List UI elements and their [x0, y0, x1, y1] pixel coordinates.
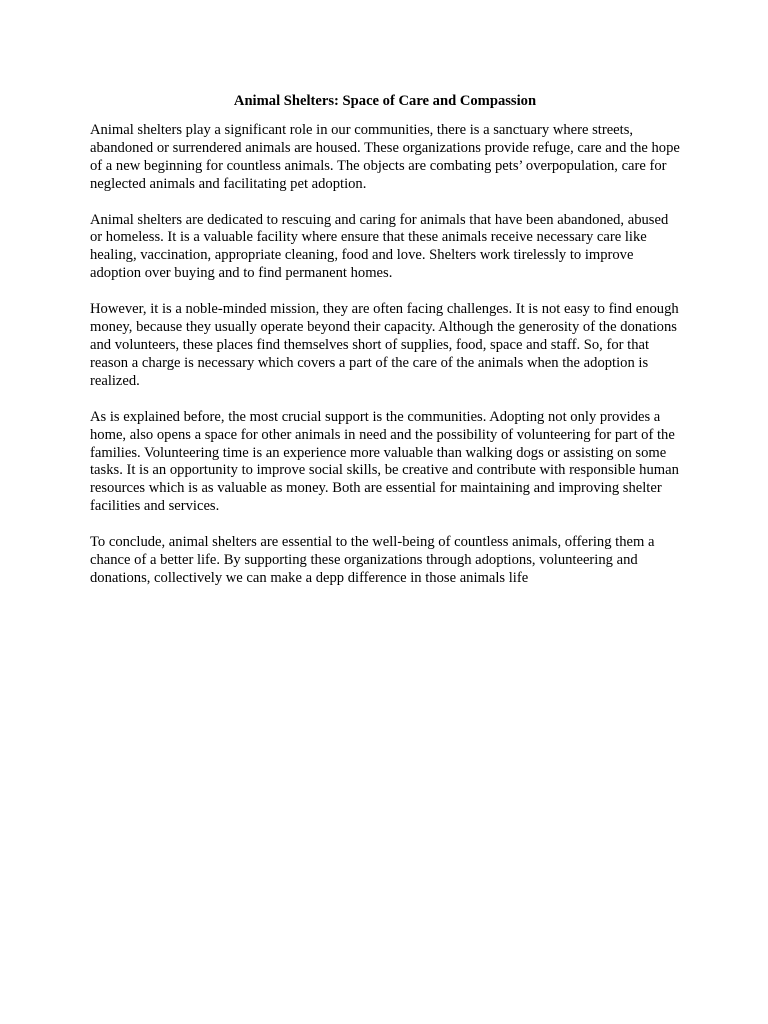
paragraph-challenges: However, it is a noble-minded mission, they are often facing challenges. It is not easy to find enough money, because they usually operate beyond their capacity. Although the generosity of the donations and volunteers, these places find themselves short of supplies, food, space and staff. So, for that reason a charge is necessary which covers a part of the care of the animals when the adoption is realized. — [90, 301, 679, 389]
paragraph-community-support: As is explained before, the most crucial support is the communities. Adopting not only provides a home, also opens a space for other animals in need and the possibility of volunteering for part of the families. Volunteering time is an experience more valuable than walking dogs or assisting on some tasks. It is an opportunity to improve social skills, be creative and contribute with responsible human resources which is as valuable as money. Both are essential for maintaining and improving shelter facilities and services. — [90, 408, 679, 515]
document-title: Animal Shelters: Space of Care and Compassion — [233, 93, 537, 109]
paragraph-mission: Animal shelters are dedicated to rescuing and caring for animals that have been abandoned, abused or homeless. It is a valuable facility where ensure that these animals receive necessary care like healing, vaccination, appropriate cleaning, food and love. Shelters work tirelessly to improve adoption over buying and to find permanent homes. — [90, 211, 669, 282]
paragraph-conclusion: To conclude, animal shelters are essential to the well-being of countless animals, offering them a chance of a better life. By supporting these organizations through adoptions, volunteering and donations, collectively we can make a depp difference in those animals life — [90, 534, 655, 586]
paragraph-intro: Animal shelters play a significant role in our communities, there is a sanctuary where streets, abandoned or surrendered animals are housed. These organizations provide refuge, care and the hope of a new beginning for countless animals. The objects are combating pets’ overpopulation, care for neglected animals and facilitating pet adoption. — [90, 121, 680, 192]
document-body — [90, 93, 680, 606]
